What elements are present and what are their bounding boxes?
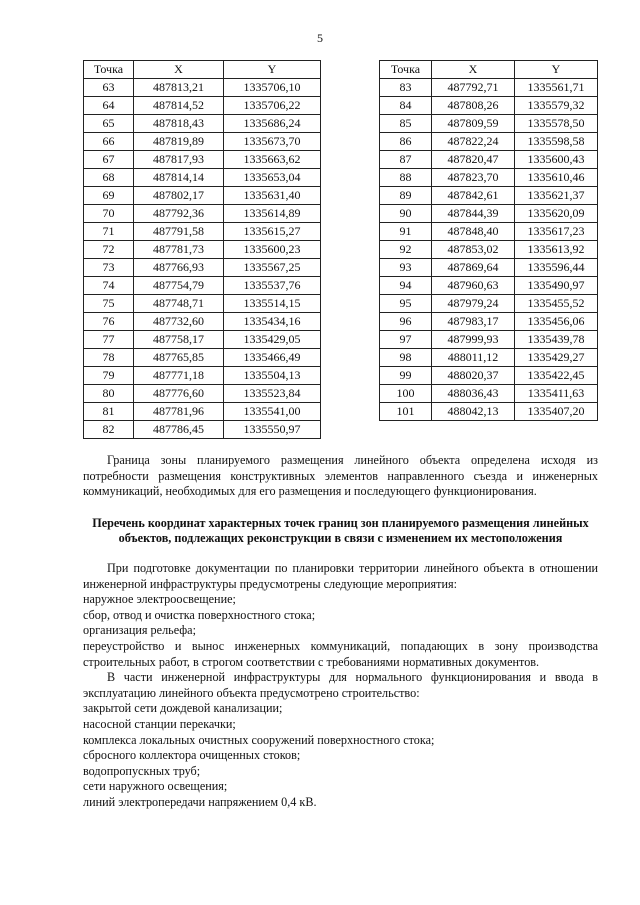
table-row xyxy=(380,331,598,349)
cell-x: 487853,02 xyxy=(432,241,515,259)
header-x: X xyxy=(432,61,515,79)
cell-x: 488042,13 xyxy=(432,403,515,421)
cell-point: 91 xyxy=(380,223,432,241)
intro-paragraph-2: В части инженерной инфраструктуры для нормального функционирования и ввода в эксплуатацию линейного объекта предусмотрено строительство: xyxy=(83,670,598,700)
cell-point: 90 xyxy=(380,205,432,223)
cell-point: 77 xyxy=(84,331,134,349)
cell-y: 1335422,45 xyxy=(515,367,598,385)
cell-point: 71 xyxy=(84,223,134,241)
list-item: сбор, отвод и очистка поверхностного стока; xyxy=(83,607,316,622)
cell-point: 85 xyxy=(380,115,432,133)
cell-x: 488020,37 xyxy=(432,367,515,385)
measures-section xyxy=(83,561,598,811)
cell-x: 487960,63 xyxy=(432,277,515,295)
cell-y: 1335567,25 xyxy=(224,259,321,277)
cell-point: 74 xyxy=(84,277,134,295)
table-row xyxy=(380,277,598,295)
cell-x: 487754,79 xyxy=(134,277,224,295)
cell-y: 1335429,27 xyxy=(515,349,598,367)
cell-x: 487748,71 xyxy=(134,295,224,313)
table-row xyxy=(380,115,598,133)
list-item: сбросного коллектора очищенных стоков; xyxy=(83,748,301,763)
list-item: сети наружного освещения; xyxy=(83,779,228,794)
cell-x: 487766,93 xyxy=(134,259,224,277)
cell-x: 487791,58 xyxy=(134,223,224,241)
section-heading: Перечень координат характерных точек границ зон планируемого размещения линейных объектов, подлежащих реконструкции в связи с изменением их местоположения xyxy=(92,515,589,546)
cell-y: 1335653,04 xyxy=(224,169,321,187)
cell-x: 487792,36 xyxy=(134,205,224,223)
cell-point: 65 xyxy=(84,115,134,133)
cell-x: 487869,64 xyxy=(432,259,515,277)
table-row xyxy=(380,223,598,241)
cell-y: 1335514,15 xyxy=(224,295,321,313)
table-row xyxy=(380,385,598,403)
table-row xyxy=(84,313,321,331)
cell-y: 1335504,13 xyxy=(224,367,321,385)
cell-point: 80 xyxy=(84,385,134,403)
cell-x: 487819,89 xyxy=(134,133,224,151)
table-row xyxy=(84,205,321,223)
table-row xyxy=(84,277,321,295)
cell-point: 96 xyxy=(380,313,432,331)
cell-point: 86 xyxy=(380,133,432,151)
table-row xyxy=(84,331,321,349)
cell-y: 1335596,44 xyxy=(515,259,598,277)
cell-point: 87 xyxy=(380,151,432,169)
list-item: наружное электроосвещение; xyxy=(83,592,236,607)
cell-y: 1335490,97 xyxy=(515,277,598,295)
cell-point: 94 xyxy=(380,277,432,295)
cell-point: 67 xyxy=(84,151,134,169)
table-header-row xyxy=(380,61,598,79)
cell-point: 92 xyxy=(380,241,432,259)
cell-point: 99 xyxy=(380,367,432,385)
cell-y: 1335429,05 xyxy=(224,331,321,349)
cell-y: 1335663,62 xyxy=(224,151,321,169)
cell-point: 83 xyxy=(380,79,432,97)
cell-x: 487983,17 xyxy=(432,313,515,331)
cell-point: 70 xyxy=(84,205,134,223)
header-y: Y xyxy=(515,61,598,79)
cell-x: 487842,61 xyxy=(432,187,515,205)
cell-point: 79 xyxy=(84,367,134,385)
cell-y: 1335456,06 xyxy=(515,313,598,331)
cell-x: 487758,17 xyxy=(134,331,224,349)
cell-point: 98 xyxy=(380,349,432,367)
cell-x: 487765,85 xyxy=(134,349,224,367)
list-item: переустройство и вынос инженерных коммуникаций, попадающих в зону производства строительных работ, в строгом соответствии с требованиями нормативных документов. xyxy=(83,638,598,669)
cell-y: 1335411,63 xyxy=(515,385,598,403)
cell-y: 1335686,24 xyxy=(224,115,321,133)
cell-x: 487809,59 xyxy=(432,115,515,133)
list-item: закрытой сети дождевой канализации; xyxy=(83,701,283,716)
table-row xyxy=(84,349,321,367)
cell-x: 487814,14 xyxy=(134,169,224,187)
table-row xyxy=(84,259,321,277)
table-row xyxy=(380,259,598,277)
header-y: Y xyxy=(224,61,321,79)
cell-x: 487844,39 xyxy=(432,205,515,223)
list-item: насосной станции перекачки; xyxy=(83,716,236,731)
cell-x: 487818,43 xyxy=(134,115,224,133)
header-x: X xyxy=(134,61,224,79)
table-row xyxy=(84,421,321,439)
cell-y: 1335598,58 xyxy=(515,133,598,151)
cell-y: 1335620,09 xyxy=(515,205,598,223)
cell-x: 487817,93 xyxy=(134,151,224,169)
cell-y: 1335621,37 xyxy=(515,187,598,205)
cell-point: 100 xyxy=(380,385,432,403)
coordinates-table-left xyxy=(83,60,321,439)
table-row xyxy=(380,295,598,313)
table-row xyxy=(380,187,598,205)
table-row xyxy=(380,205,598,223)
cell-x: 487792,71 xyxy=(432,79,515,97)
cell-point: 88 xyxy=(380,169,432,187)
boundary-paragraph: Граница зоны планируемого размещения линейного объекта определена исходя из потребности размещения конструктивных элементов направленного съезда и инженерных коммуникаций, необходимых для его размещения и последующего функционирования. xyxy=(83,453,598,499)
cell-y: 1335550,97 xyxy=(224,421,321,439)
cell-x: 487786,45 xyxy=(134,421,224,439)
cell-y: 1335613,92 xyxy=(515,241,598,259)
cell-x: 487781,73 xyxy=(134,241,224,259)
table-row xyxy=(380,97,598,115)
cell-point: 76 xyxy=(84,313,134,331)
cell-y: 1335434,16 xyxy=(224,313,321,331)
table-row xyxy=(380,169,598,187)
table-row xyxy=(84,403,321,421)
header-point: Точка xyxy=(380,61,432,79)
cell-x: 487979,24 xyxy=(432,295,515,313)
cell-point: 63 xyxy=(84,79,134,97)
cell-y: 1335706,10 xyxy=(224,79,321,97)
table-row xyxy=(84,169,321,187)
cell-y: 1335541,00 xyxy=(224,403,321,421)
coordinates-tables xyxy=(83,60,598,439)
cell-y: 1335466,49 xyxy=(224,349,321,367)
cell-x: 487999,93 xyxy=(432,331,515,349)
table-row xyxy=(380,79,598,97)
table-row xyxy=(84,223,321,241)
cell-x: 487822,24 xyxy=(432,133,515,151)
cell-point: 69 xyxy=(84,187,134,205)
cell-x: 487820,47 xyxy=(432,151,515,169)
cell-x: 487781,96 xyxy=(134,403,224,421)
table-row xyxy=(380,313,598,331)
cell-x: 487732,60 xyxy=(134,313,224,331)
table-row xyxy=(380,403,598,421)
cell-y: 1335706,22 xyxy=(224,97,321,115)
cell-point: 68 xyxy=(84,169,134,187)
table-row xyxy=(84,151,321,169)
cell-x: 488036,43 xyxy=(432,385,515,403)
cell-y: 1335615,27 xyxy=(224,223,321,241)
cell-point: 73 xyxy=(84,259,134,277)
intro-paragraph-1: При подготовке документации по планировки территории линейного объекта в отношении инженерной инфраструктуры предусмотрены следующие мероприятия: xyxy=(83,560,598,591)
cell-x: 487848,40 xyxy=(432,223,515,241)
cell-y: 1335439,78 xyxy=(515,331,598,349)
cell-y: 1335610,46 xyxy=(515,169,598,187)
cell-y: 1335407,20 xyxy=(515,403,598,421)
cell-y: 1335617,23 xyxy=(515,223,598,241)
table-row xyxy=(84,133,321,151)
cell-y: 1335523,84 xyxy=(224,385,321,403)
cell-y: 1335578,50 xyxy=(515,115,598,133)
cell-point: 66 xyxy=(84,133,134,151)
table-row xyxy=(380,133,598,151)
table-row xyxy=(380,367,598,385)
cell-x: 487771,18 xyxy=(134,367,224,385)
table-row xyxy=(380,241,598,259)
table-row xyxy=(380,151,598,169)
cell-y: 1335561,71 xyxy=(515,79,598,97)
cell-x: 487776,60 xyxy=(134,385,224,403)
cell-x: 487802,17 xyxy=(134,187,224,205)
cell-y: 1335614,89 xyxy=(224,205,321,223)
table-row xyxy=(84,79,321,97)
cell-y: 1335455,52 xyxy=(515,295,598,313)
cell-y: 1335537,76 xyxy=(224,277,321,295)
table-row xyxy=(380,349,598,367)
table-row xyxy=(84,97,321,115)
list-item: водопропускных труб; xyxy=(83,763,201,778)
cell-point: 95 xyxy=(380,295,432,313)
header-point: Точка xyxy=(84,61,134,79)
coordinates-table-right xyxy=(379,60,598,421)
cell-x: 487813,21 xyxy=(134,79,224,97)
table-row xyxy=(84,187,321,205)
cell-y: 1335631,40 xyxy=(224,187,321,205)
cell-x: 487823,70 xyxy=(432,169,515,187)
page-number: 5 xyxy=(317,31,323,45)
cell-point: 82 xyxy=(84,421,134,439)
cell-point: 93 xyxy=(380,259,432,277)
cell-point: 64 xyxy=(84,97,134,115)
cell-x: 488011,12 xyxy=(432,349,515,367)
list-item: комплекса локальных очистных сооружений поверхностного стока; xyxy=(83,732,435,747)
cell-y: 1335673,70 xyxy=(224,133,321,151)
table-row xyxy=(84,295,321,313)
cell-y: 1335600,43 xyxy=(515,151,598,169)
table-row xyxy=(84,241,321,259)
cell-point: 72 xyxy=(84,241,134,259)
table-row xyxy=(84,115,321,133)
table-header-row xyxy=(84,61,321,79)
cell-point: 81 xyxy=(84,403,134,421)
cell-y: 1335600,23 xyxy=(224,241,321,259)
table-row xyxy=(84,385,321,403)
cell-point: 97 xyxy=(380,331,432,349)
cell-x: 487808,26 xyxy=(432,97,515,115)
list-item: организация рельефа; xyxy=(83,623,196,638)
cell-x: 487814,52 xyxy=(134,97,224,115)
cell-point: 84 xyxy=(380,97,432,115)
list-item: линий электропередачи напряжением 0,4 кВ. xyxy=(83,794,317,809)
cell-point: 78 xyxy=(84,349,134,367)
cell-point: 89 xyxy=(380,187,432,205)
table-row xyxy=(84,367,321,385)
cell-point: 75 xyxy=(84,295,134,313)
cell-point: 101 xyxy=(380,403,432,421)
cell-y: 1335579,32 xyxy=(515,97,598,115)
